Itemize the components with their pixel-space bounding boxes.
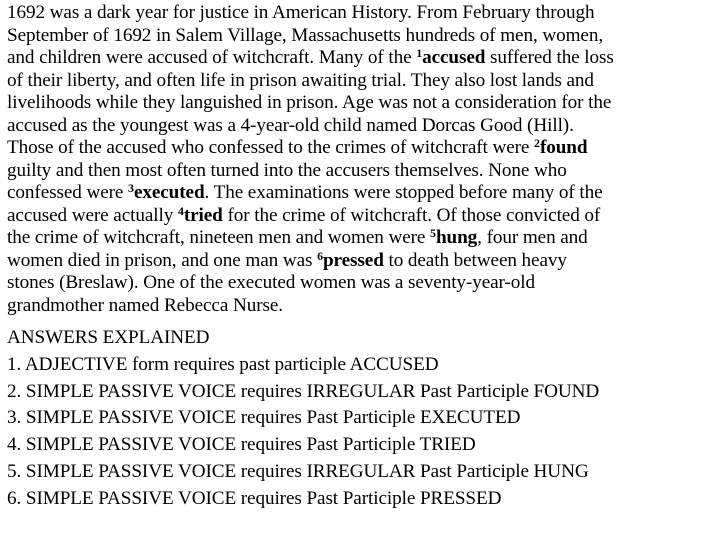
passage-text: suffered the loss xyxy=(485,47,614,68)
answer-item-4: 4. SIMPLE PASSIVE VOICE requires Past Participle TRIED xyxy=(7,434,476,456)
passage-text: stones (Breslaw). One of the executed women was a seventy-year-old xyxy=(7,272,535,293)
answer-keyword xyxy=(416,47,485,68)
history-passage xyxy=(7,2,717,317)
passage-text: September of 1692 in Salem Village, Massachusetts hundreds of men, women, xyxy=(7,24,604,46)
keyword-number: 6 xyxy=(317,248,323,263)
passage-line xyxy=(7,70,717,93)
passage-text: for the crime of witchcraft. Of those convicted of xyxy=(222,204,601,226)
passage-text: confessed were xyxy=(7,182,129,203)
keyword-number: 5 xyxy=(430,226,436,240)
passage-line xyxy=(7,182,717,205)
answer-keyword xyxy=(178,205,223,226)
answer-keyword xyxy=(534,137,587,158)
answer-item-5: 5. SIMPLE PASSIVE VOICE requires IRREGULAR Past Participle HUNG xyxy=(7,460,589,482)
answers-section xyxy=(7,325,599,513)
answer-keyword xyxy=(128,182,205,203)
passage-text: women died in prison, and one man was xyxy=(7,249,318,271)
passage-text: guilty and then most often turned into the accusers themselves. None who xyxy=(7,159,567,181)
document-page xyxy=(7,2,717,509)
keyword-number: 1 xyxy=(416,46,423,60)
passage-line xyxy=(7,272,717,295)
passage-line xyxy=(7,2,717,25)
keyword-text: executed xyxy=(133,182,205,203)
passage-line xyxy=(7,295,717,318)
keyword-number: 2 xyxy=(534,136,540,150)
answer-keyword xyxy=(430,227,477,248)
answers-heading: ANSWERS EXPLAINED xyxy=(7,327,210,348)
keyword-number: 3 xyxy=(128,181,134,195)
passage-text: accused were actually xyxy=(7,204,178,226)
passage-text: to death between heavy xyxy=(383,249,567,271)
passage-line xyxy=(7,115,717,138)
answer-item-3: 3. SIMPLE PASSIVE VOICE requires Past Participle EXECUTED xyxy=(7,407,521,429)
keyword-text: hung xyxy=(435,227,478,248)
keyword-text: pressed xyxy=(322,249,384,271)
passage-text: livelihoods while they languished in prison. Age was not a consideration for the xyxy=(7,92,612,113)
answer-item-6: 6. SIMPLE PASSIVE VOICE requires Past Participle PRESSED xyxy=(7,487,502,509)
answer-item-1: 1. ADJECTIVE form requires past participle ACCUSED xyxy=(7,353,439,375)
passage-text: Those of the accused who confessed to the crimes of witchcraft were xyxy=(7,137,535,158)
passage-line xyxy=(7,137,717,160)
passage-text: and children were accused of witchcraft. Many of the xyxy=(7,47,417,68)
passage-text: of their liberty, and often life in prison awaiting trial. They also lost lands and xyxy=(7,69,594,91)
passage-text: grandmother named Rebecca Nurse. xyxy=(7,294,283,316)
passage-text: the crime of witchcraft, nineteen men and women were xyxy=(7,227,431,248)
passage-line xyxy=(7,92,717,115)
answer-item-2: 2. SIMPLE PASSIVE VOICE requires IRREGULAR Past Participle FOUND xyxy=(7,380,600,402)
answer-keyword xyxy=(317,250,384,271)
keyword-number: 4 xyxy=(177,203,184,218)
passage-line xyxy=(7,47,717,70)
passage-line xyxy=(7,227,717,250)
passage-text: , four men and xyxy=(477,227,588,248)
passage-text: accused as the youngest was a 4-year-old child named Dorcas Good (Hill). xyxy=(7,114,574,136)
keyword-text: tried xyxy=(183,204,223,226)
keyword-text: accused xyxy=(422,47,486,68)
passage-line xyxy=(7,205,717,228)
passage-text: 1692 was a dark year for justice in American History. From February through xyxy=(7,2,595,23)
passage-line xyxy=(7,25,717,48)
keyword-text: found xyxy=(539,137,588,158)
passage-text: . The examinations were stopped before many of the xyxy=(204,182,603,203)
passage-line xyxy=(7,250,717,273)
passage-line xyxy=(7,160,717,183)
